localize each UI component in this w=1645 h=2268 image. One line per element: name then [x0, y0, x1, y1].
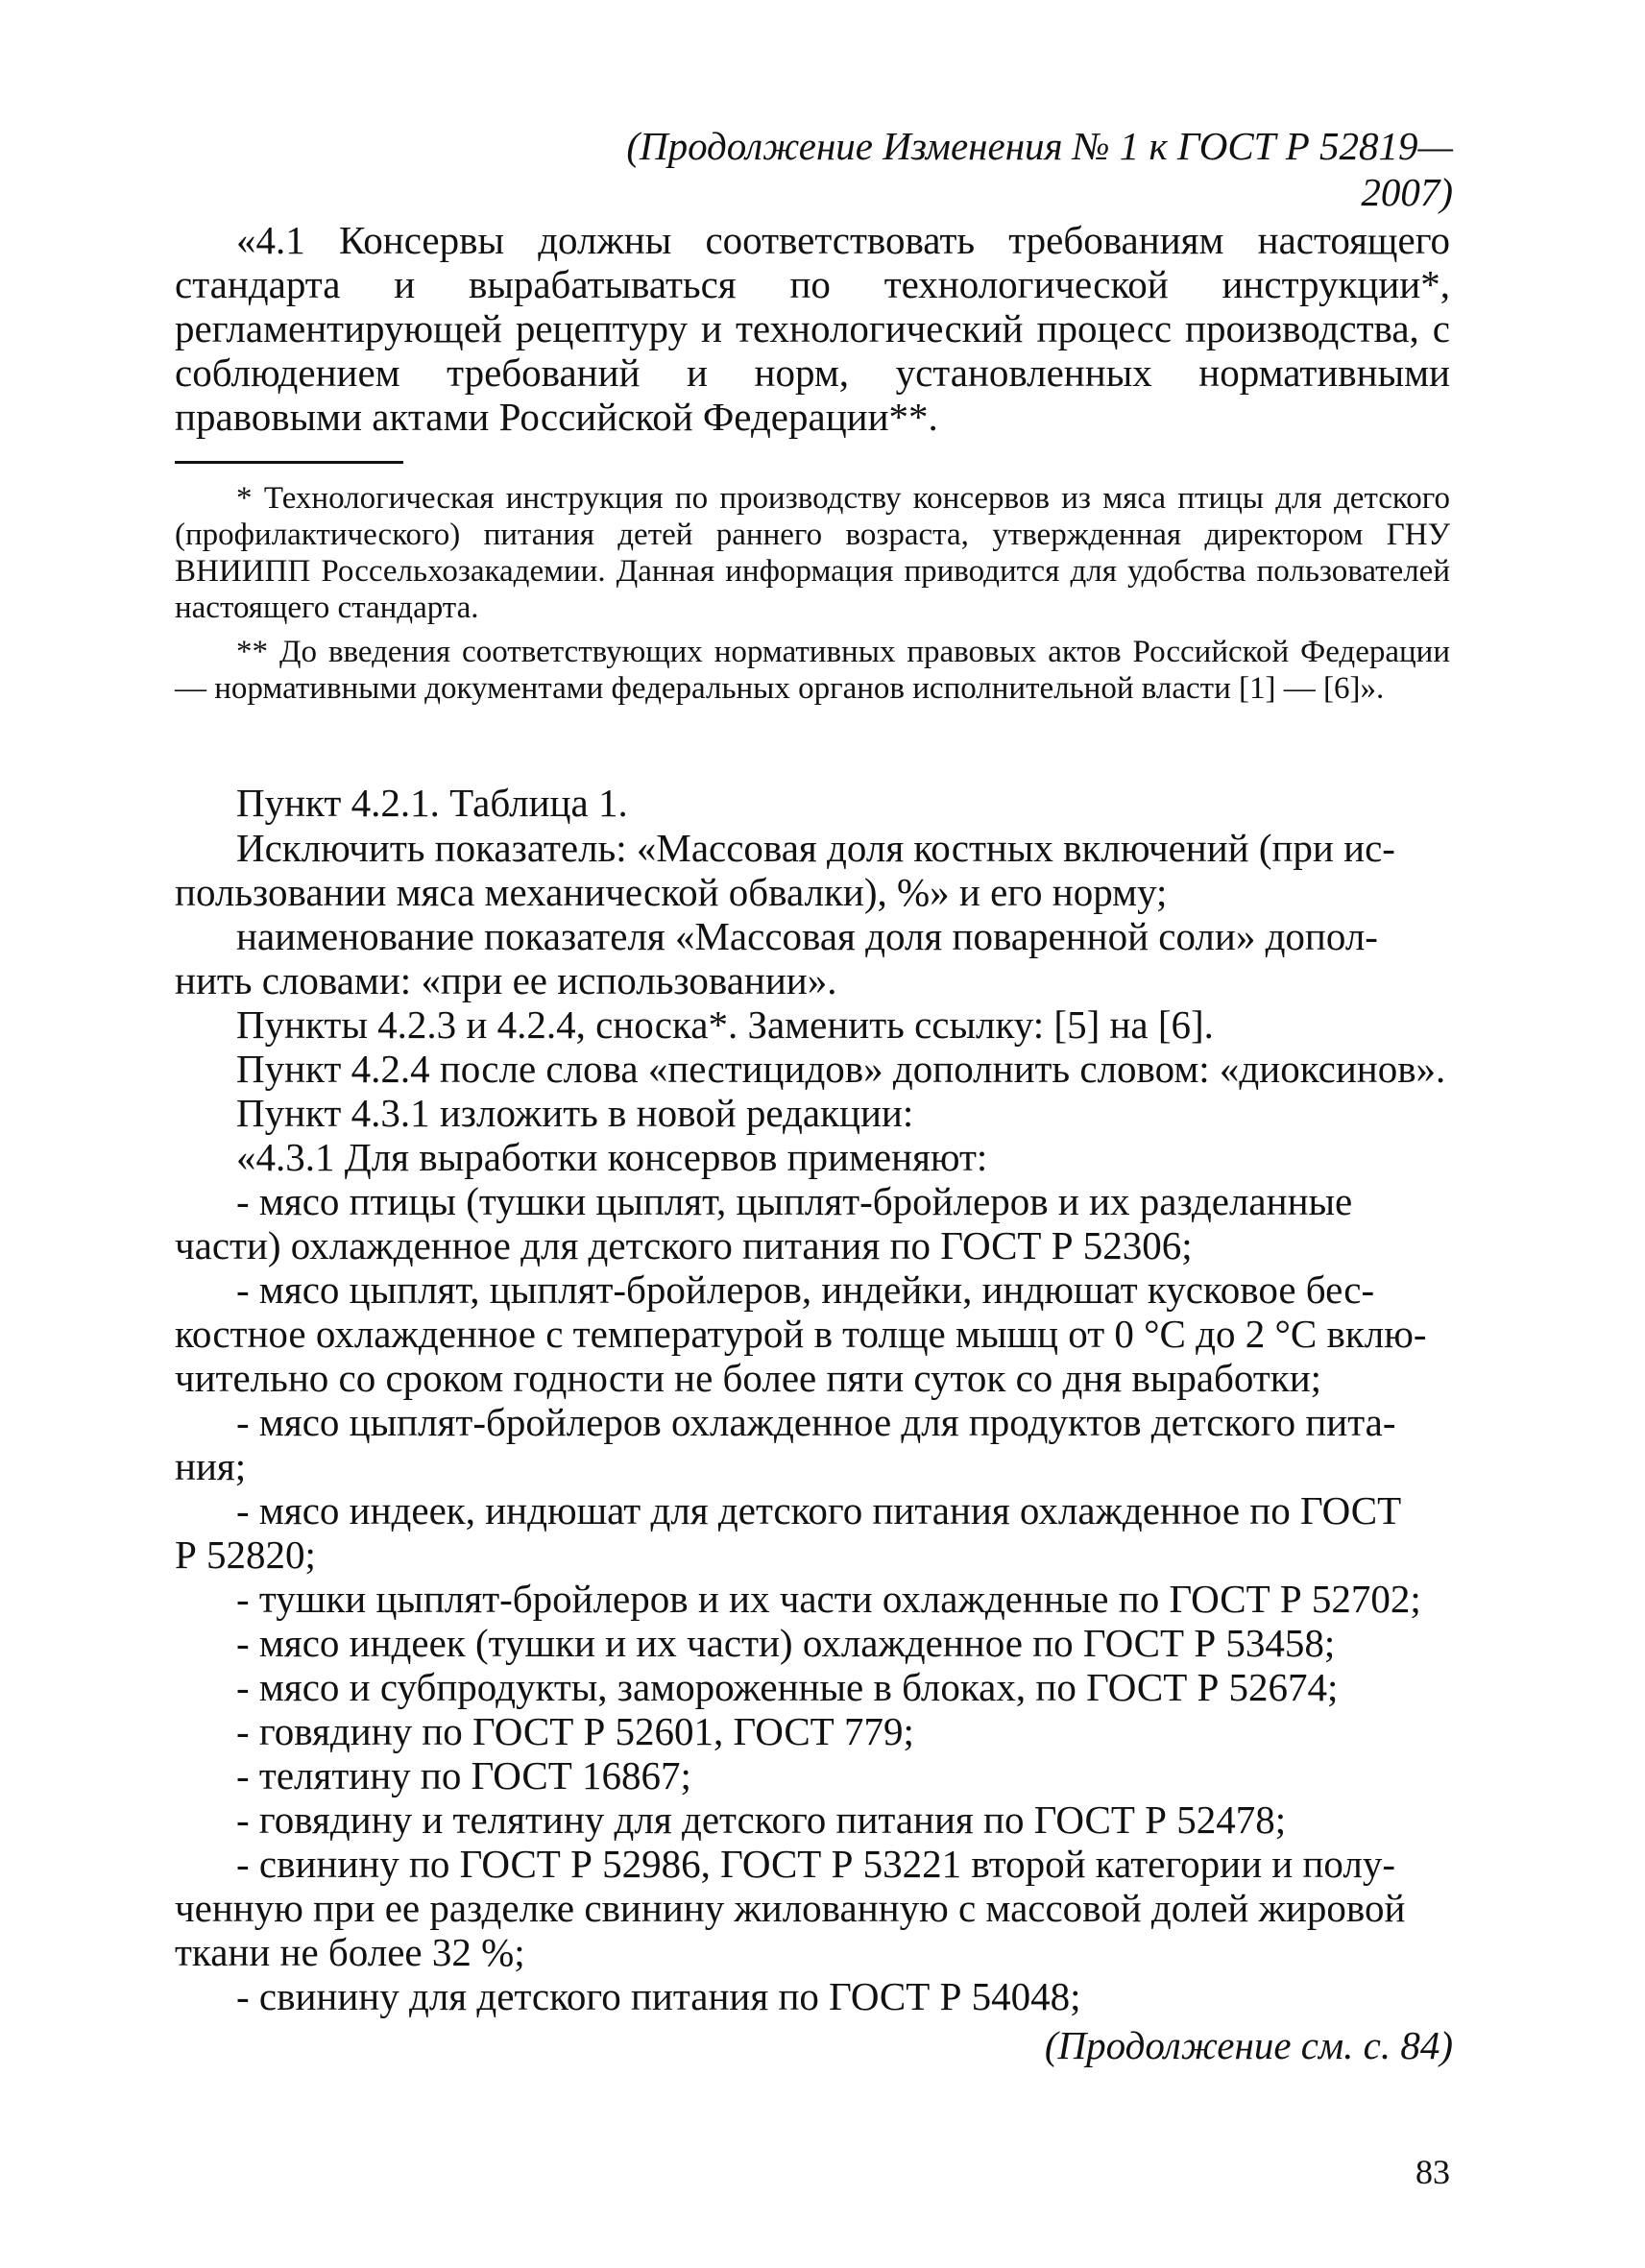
- text-line: Пункт 4.2.1. Таблица 1.: [236, 781, 628, 825]
- continuation-note: (Продолжение см. с. 84): [1044, 2023, 1453, 2067]
- list-item-line: - мясо цыплят, цыплят-бройлеров, индейки, индюшат кусковое бес-: [236, 1267, 1375, 1312]
- list-item-line: - мясо индеек, индюшат для детского питания охлажденное по ГОСТ: [236, 1488, 1402, 1532]
- list-item-line: Р 52820;: [175, 1532, 316, 1577]
- clause-4-1-paragraph: «4.1 Консервы должны соответствовать требованиям настоящего стандарта и вырабатываться по технологической инструкции*, регламентирующей рецептуру и технологический процесс производства, с соблюдением требований и норм, установленных нормативными правовыми актами Российской Федерации**.: [175, 218, 1450, 439]
- text-line: наименование показателя «Массовая доля поваренной соли» допол-: [236, 914, 1378, 958]
- text-line: «4.3.1 Для выработки консервов применяют:: [236, 1135, 988, 1179]
- list-item-line: - тушки цыплят-бройлеров и их части охлажденные по ГОСТ Р 52702;: [236, 1577, 1421, 1621]
- footnote-separator: [175, 461, 403, 464]
- text-line: Исключить показатель: «Массовая доля костных включений (при ис-: [236, 826, 1395, 870]
- list-item-line: - мясо индеек (тушки и их части) охлажденное по ГОСТ Р 53458;: [236, 1621, 1336, 1665]
- list-item-line: чительно со сроком годности не более пяти суток со дня выработки;: [175, 1356, 1322, 1400]
- list-item-line: - мясо птицы (тушки цыплят, цыплят-бройлеров и их разделанные: [236, 1179, 1353, 1223]
- list-item-line: - свинину для детского питания по ГОСТ Р 54048;: [236, 1974, 1081, 2018]
- text-line: Пункты 4.2.3 и 4.2.4, сноска*. Заменить ссылку: [5] на [6].: [236, 1002, 1214, 1047]
- page-number: 83: [1415, 2153, 1450, 2191]
- list-item-line: - свинину по ГОСТ Р 52986, ГОСТ Р 53221 второй категории и полу-: [236, 1842, 1395, 1886]
- list-item-line: ния;: [175, 1444, 247, 1488]
- running-header: (Продолжение Изменения № 1 к ГОСТ Р 52819—2007): [626, 124, 1453, 214]
- text-line: Пункт 4.2.4 после слова «пестицидов» дополнить словом: «диоксинов».: [236, 1047, 1446, 1091]
- text-line: пользовании мяса механической обвалки), %» и его норму;: [175, 870, 1168, 914]
- list-item-line: - мясо цыплят-бройлеров охлажденное для продуктов детского пита-: [236, 1400, 1396, 1444]
- list-item-line: ткани не более 32 %;: [175, 1930, 525, 1974]
- list-item-line: - мясо и субпродукты, замороженные в блоках, по ГОСТ Р 52674;: [236, 1665, 1339, 1709]
- list-item-line: костное охлажденное с температурой в толще мышц от 0 °С до 2 °С вклю-: [175, 1312, 1427, 1356]
- list-item-line: - говядину и телятину для детского питания по ГОСТ Р 52478;: [236, 1798, 1287, 1842]
- list-item-line: части) охлажденное для детского питания по ГОСТ Р 52306;: [175, 1223, 1193, 1267]
- list-item-line: - говядину по ГОСТ Р 52601, ГОСТ 779;: [236, 1709, 914, 1753]
- text-line: нить словами: «при ее использовании».: [175, 958, 837, 1002]
- list-item-line: ченную при ее разделке свинину жилованную с массовой долей жировой: [175, 1886, 1406, 1930]
- footnote-2: ** До введения соответствующих нормативных правовых актов Российской Федерации — нормативными документами федеральных органов исполнительной власти [1] — [6]».: [175, 635, 1450, 706]
- list-item-line: - телятину по ГОСТ 16867;: [236, 1753, 691, 1798]
- text-line: Пункт 4.3.1 изложить в новой редакции:: [236, 1091, 914, 1135]
- footnote-1: * Технологическая инструкция по производству консервов из мяса птицы для детского (профилактического) питания детей раннего возраста, утвержденная директором ГНУ ВНИИПП Россельхозакадемии. Данная информация приводится для удобства пользователей настоящего стандарта.: [175, 481, 1450, 625]
